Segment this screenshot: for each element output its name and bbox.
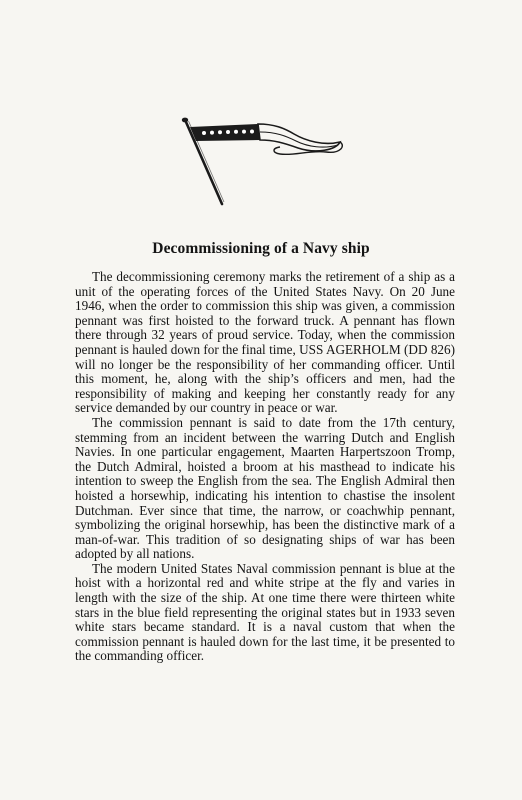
paragraph: The commission pennant is said to date from the 17th century, stemming from an incident between the warring Dutch and English Navies. In one particular engagement, Maarten Harpertszoon Tromp, the Dutch Admiral, hoisted a broom at his masthead to indicate his intention to sweep the English from the sea. The English Admiral then hoisted a horsewhip, indicating his intention to chastise the insolent Dutchman. Ever since that time, the narrow, or coachwhip pennant, symbolizing the original horsewhip, has been the distinctive mark of a man-of-war. This tradition of so designating ships of war has been adopted by all nations. <box>75 414 455 562</box>
commission-pennant-icon <box>176 112 346 208</box>
paragraph: The decommissioning ceremony marks the retirement of a ship as a unit of the operating forces of the United States Navy. On 20 June 1946, when the order to commission this ship was given, a commission pennant was first hoisted to the forward truck. A pennant has flown there through 32 years of proud service. Today, when the commission pennant is hauled down for the final time, USS AGERHOLM (DD 826) will no longer be the responsibility of her commanding officer. Until this moment, he, along with the ship’s officers and men, had the responsibility of making and keeping her constantly ready for any service demanded by our country in peace or war. <box>75 269 455 416</box>
page-title: Decommissioning of a Navy ship <box>152 240 370 257</box>
body-text <box>75 270 455 664</box>
paragraph: The modern United States Naval commission pennant is blue at the hoist with a horizontal red and white stripe at the fly and varies in length with the size of the ship. At one time there were thirteen white stars in the blue field representing the original states but in 1933 seven white stars became standard. It is a naval custom that when the commission pennant is hauled down for the last time, it be presented to the commanding officer. <box>75 560 455 664</box>
